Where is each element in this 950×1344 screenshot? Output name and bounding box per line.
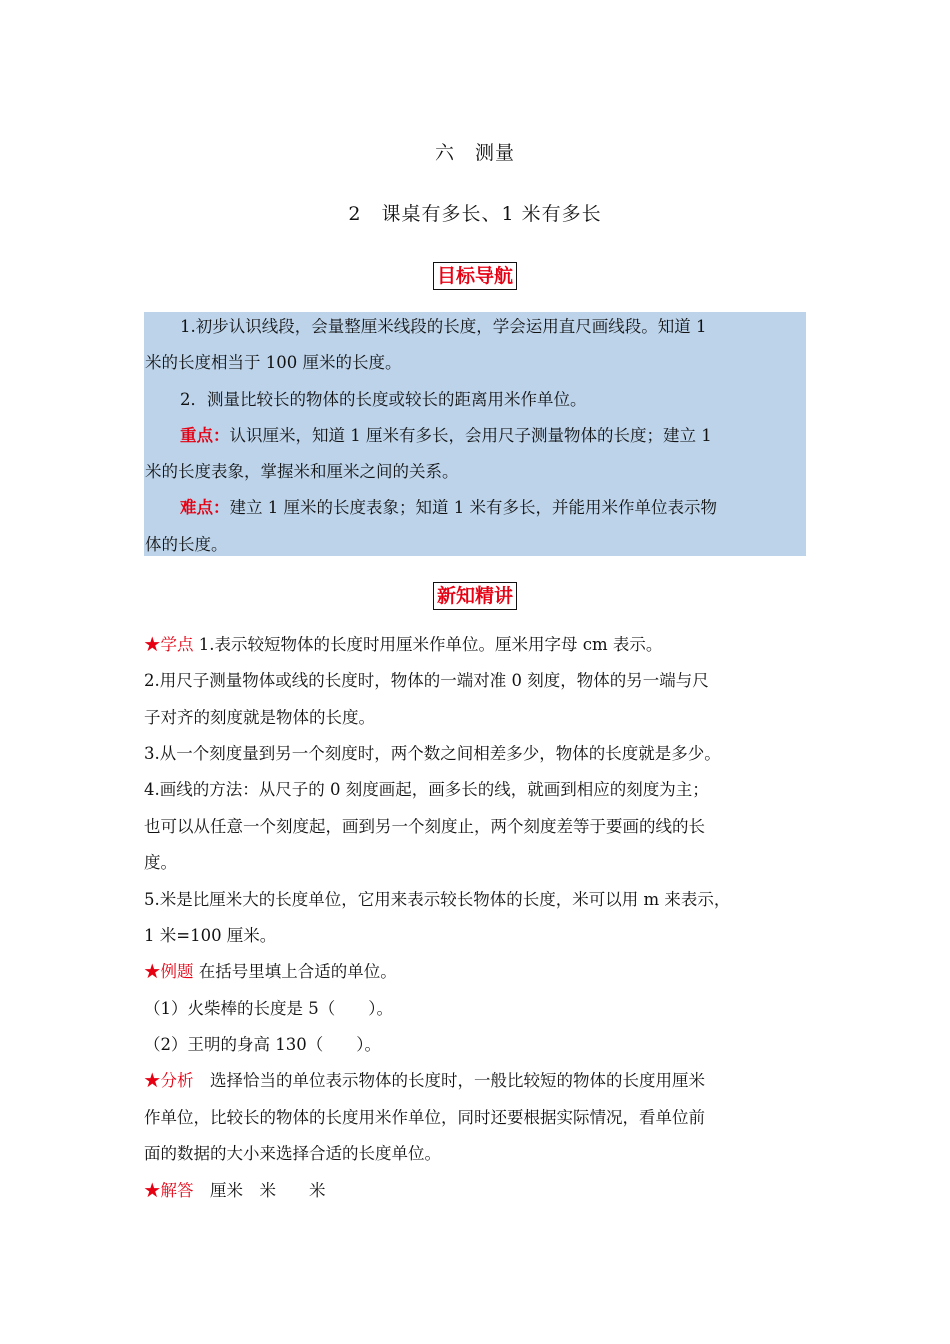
key-point-label: 重点： [180, 426, 230, 445]
knowledge-5-line-2: 1 米=100 厘米。 [144, 926, 277, 945]
analysis-line-2: 作单位，比较长的物体的长度用米作单位，同时还要根据实际情况，看单位前 [144, 1108, 705, 1127]
knowledge-heading [0, 582, 950, 610]
difficulty-line-2: 体的长度。 [145, 535, 228, 554]
goals-heading-label: 目标导航 [433, 262, 517, 290]
lesson-title: 2 课桌有多长、1 米有多长 [348, 203, 602, 225]
example-prompt: 在括号里填上合适的单位。 [193, 962, 397, 981]
knowledge-heading-label: 新知精讲 [433, 582, 517, 610]
knowledge-4-line-2: 也可以从任意一个刻度起，画到另一个刻度止，两个刻度差等于要画的线的长 [144, 817, 705, 836]
knowledge-5-line-1: 5.米是比厘米大的长度单位，它用来表示较长物体的长度，米可以用 m 来表示， [144, 890, 731, 909]
goals-heading [0, 262, 950, 290]
answer-label: ★解答 [144, 1181, 194, 1200]
goal-2: 2．测量比较长的物体的长度或较长的距离用米作单位。 [180, 390, 587, 409]
chapter-title: 六 测量 [434, 142, 515, 164]
goal-1-line-1: 1.初步认识线段，会量整厘米线段的长度，学会运用直尺画线段。知道 1 [180, 317, 707, 336]
knowledge-point-1 [144, 634, 662, 656]
analysis-label: ★分析 [144, 1071, 194, 1090]
knowledge-label: ★学点 [144, 635, 194, 654]
knowledge-4-line-3: 度。 [144, 853, 177, 872]
analysis-line-3: 面的数据的大小来选择合适的长度单位。 [144, 1144, 441, 1163]
knowledge-1-text: 1.表示较短物体的长度时用厘米作单位。厘米用字母 cm 表示。 [193, 635, 663, 654]
key-point-line-2: 米的长度表象，掌握米和厘米之间的关系。 [145, 462, 459, 481]
difficulty-line-1 [180, 497, 717, 519]
analysis-line-1 [144, 1070, 705, 1092]
answer-text: 厘米 米 米 [193, 1181, 326, 1200]
example-question-1: （1）火柴棒的长度是 5（ ）。 [144, 999, 393, 1018]
knowledge-2-line-2: 子对齐的刻度就是物体的长度。 [144, 708, 375, 727]
difficulty-text: 建立 1 厘米的长度表象；知道 1 米有多长，并能用米作单位表示物 [229, 498, 717, 517]
example-question-2: （2）王明的身高 130（ ）。 [144, 1035, 381, 1054]
example-label: ★例题 [144, 962, 194, 981]
knowledge-4-line-1: 4.画线的方法：从尺子的 0 刻度画起，画多长的线，就画到相应的刻度为主； [144, 780, 709, 799]
goal-1-line-2: 米的长度相当于 100 厘米的长度。 [145, 353, 402, 372]
difficulty-label: 难点： [180, 498, 230, 517]
key-point-text: 认识厘米，知道 1 厘米有多长，会用尺子测量物体的长度；建立 1 [229, 426, 712, 445]
knowledge-3: 3.从一个刻度量到另一个刻度时，两个数之间相差多少，物体的长度就是多少。 [144, 744, 721, 763]
example-line [144, 961, 397, 983]
knowledge-2-line-1: 2.用尺子测量物体或线的长度时，物体的一端对准 0 刻度，物体的另一端与尺 [144, 671, 709, 690]
answer-line [144, 1180, 326, 1202]
analysis-text: 选择恰当的单位表示物体的长度时，一般比较短的物体的长度用厘米 [193, 1071, 705, 1090]
key-point-line-1 [180, 425, 712, 447]
